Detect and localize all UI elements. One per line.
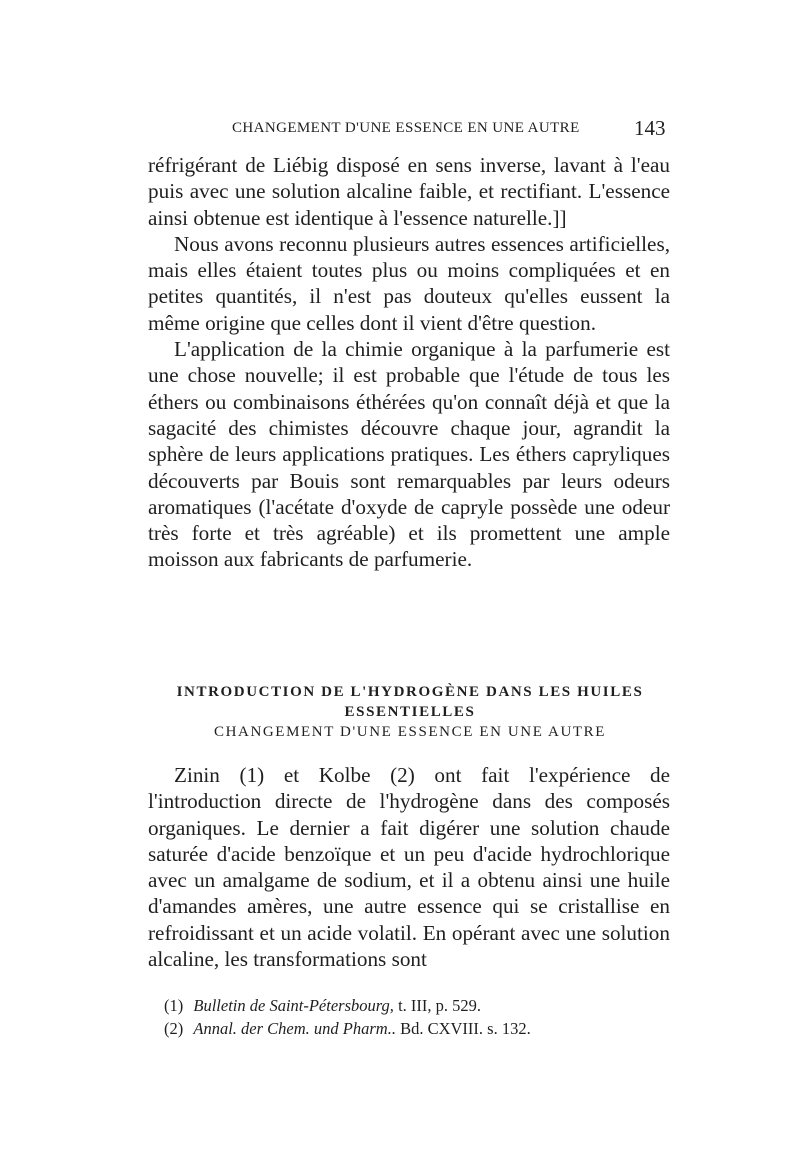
section-text [148, 762, 670, 972]
section-heading-line-3: CHANGEMENT D'UNE ESSENCE EN UNE AUTRE [213, 724, 607, 740]
paragraph: réfrigérant de Liébig disposé en sens inverse, lavant à l'eau puis avec une solution alcaline faible, et rectifiant. L'essence ainsi obtenue est identique à l'essence naturelle.]] [148, 153, 670, 230]
footnote [164, 994, 644, 1017]
section-heading-line-1: INTRODUCTION DE L'HYDROGÈNE DANS LES HUILES [176, 684, 644, 700]
footnotes [164, 994, 644, 1040]
footnote-details: Bd. CXVIII. s. 132. [400, 1019, 531, 1038]
footnote-source: Bulletin de Saint-Pétersbourg, [193, 996, 394, 1015]
paragraph: Nous avons reconnu plusieurs autres essences artificielles, mais elles étaient toutes plus ou moins compliquées et en petites quantités, il n'est pas douteux qu'elles eussent la même origine que celles dont il vient d'être question. [148, 231, 670, 335]
running-title: CHANGEMENT D'UNE ESSENCE EN UNE AUTRE [232, 120, 580, 136]
section-heading [130, 682, 690, 742]
footnote-ref: (1) [164, 996, 184, 1015]
footnote [164, 1017, 644, 1040]
footnote-source: Annal. der Chem. und Pharm.. [193, 1019, 396, 1038]
paragraph: Zinin (1) et Kolbe (2) ont fait l'expérience de l'introduction directe de l'hydrogène dans des composés organiques. Le dernier a fait digérer une solution chaude saturée d'acide benzoïque et un peu d'acide hydrochlorique avec un amalgame de sodium, et il a obtenu ainsi une huile d'amandes amères, une autre essence qui se cristallise en refroidissant et un acide volatil. En opérant avec une solution alcaline, les transformations sont [148, 763, 670, 972]
section-heading-line-2: ESSENTIELLES [344, 704, 476, 720]
footnote-details: t. III, p. 529. [398, 996, 482, 1015]
footnote-ref: (2) [164, 1019, 184, 1038]
paragraph: L'application de la chimie organique à la parfumerie est une chose nouvelle; il est probable que l'étude de tous les éthers ou combinaisons éthérées qu'on connaît déjà et que la sagacité des chimistes découvre chaque jour, agrandit la sphère de leurs applications pratiques. Les éthers capryliques découverts par Bouis sont remarquables par leurs odeurs aromatiques (l'acétate d'oxyde de capryle possède une odeur très forte et très agréable) et ils promettent une ample moisson aux fabricants de parfumerie. [148, 337, 670, 572]
main-text [148, 152, 670, 573]
running-head [0, 118, 800, 142]
page-number: 143 [634, 116, 666, 140]
